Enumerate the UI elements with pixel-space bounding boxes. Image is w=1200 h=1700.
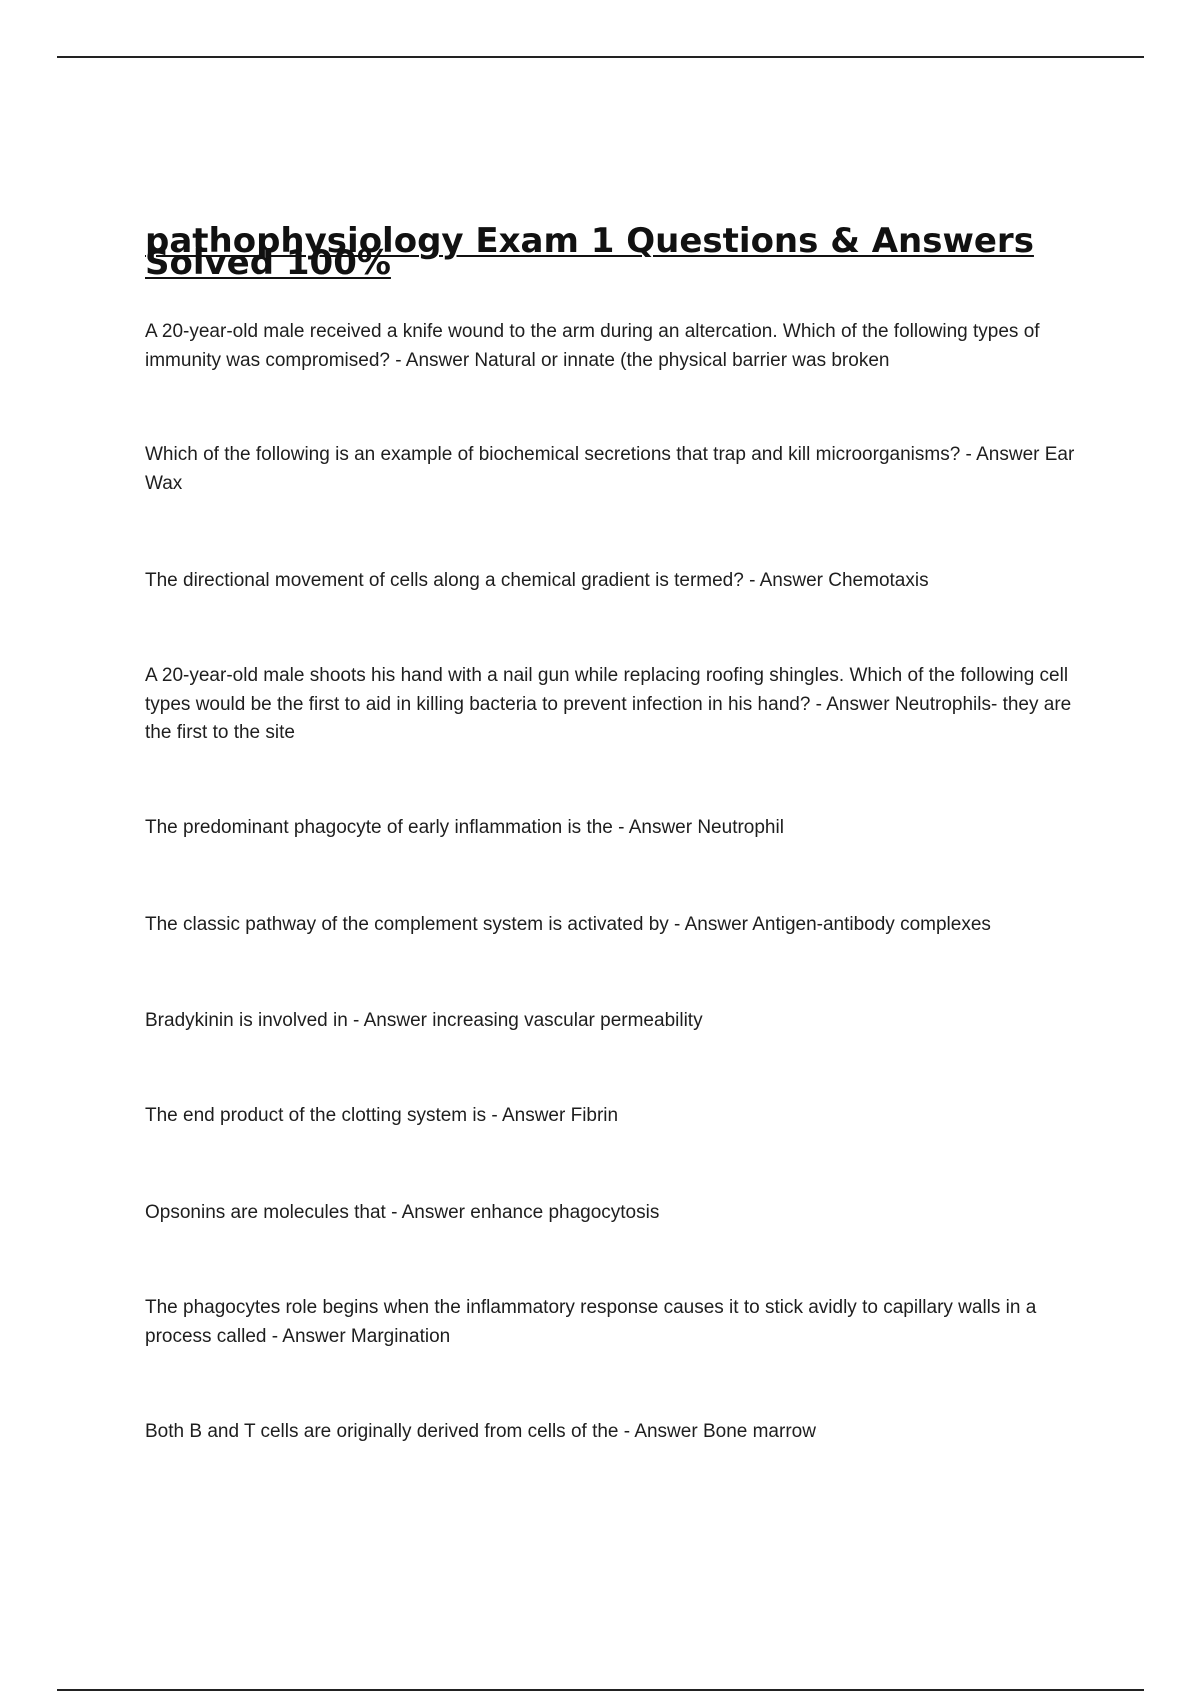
qa-item: The phagocytes role begins when the inflammatory response causes it to stick avidly to capillary walls in a process called - Answer Margination (145, 1297, 1037, 1347)
page-title: pathophysiology Exam 1 Questions & Answers Solved 100% (145, 221, 1034, 283)
qa-item: A 20-year-old male shoots his hand with a nail gun while replacing roofing shingles. Which of the following cell types would be the first to aid in killing bacteria to prevent infection in his hand? - Answer Neutrophils- they are the first to the site (145, 665, 1072, 743)
qa-item: Bradykinin is involved in - Answer increasing vascular permeability (145, 1010, 703, 1031)
qa-item: The end product of the clotting system is - Answer Fibrin (145, 1105, 619, 1126)
qa-item: The predominant phagocyte of early inflammation is the - Answer Neutrophil (145, 817, 784, 838)
qa-item: Both B and T cells are originally derived from cells of the - Answer Bone marrow (145, 1421, 816, 1442)
header-rule (57, 56, 1144, 58)
qa-item: Opsonins are molecules that - Answer enhance phagocytosis (145, 1202, 660, 1223)
qa-item: The directional movement of cells along a chemical gradient is termed? - Answer Chemotaxis (145, 570, 929, 591)
qa-item: A 20-year-old male received a knife wound to the arm during an altercation. Which of the following types of immunity was compromised? - Answer Natural or innate (the physical barrier was broken (145, 321, 1040, 371)
qa-item: The classic pathway of the complement system is activated by - Answer Antigen-antibody complexes (145, 914, 991, 935)
qa-item: Which of the following is an example of biochemical secretions that trap and kill microorganisms? - Answer Ear Wax (145, 444, 1075, 494)
footer-rule (57, 1689, 1144, 1691)
